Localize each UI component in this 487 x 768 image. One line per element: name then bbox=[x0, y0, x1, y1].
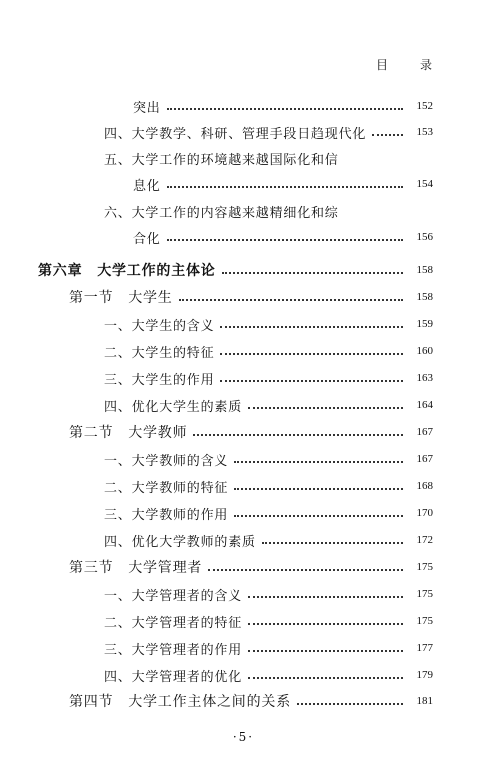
toc-entry-title: 四、优化大学教师的素质 bbox=[104, 534, 256, 550]
toc-entry-title: 第三节 大学管理者 bbox=[69, 560, 203, 576]
leader-dots bbox=[248, 677, 403, 679]
toc-entry-page: 153 bbox=[416, 126, 433, 138]
toc-entry[interactable] bbox=[104, 313, 433, 335]
toc-entry-title: 第一节 大学生 bbox=[69, 290, 173, 306]
leader-dots bbox=[262, 542, 403, 544]
toc-entry[interactable] bbox=[104, 200, 433, 222]
toc-entry-title: 第六章 大学工作的主体论 bbox=[38, 263, 216, 279]
leader-dots bbox=[248, 623, 403, 625]
leader-dots bbox=[234, 515, 403, 517]
leader-dots bbox=[297, 703, 403, 705]
toc-entry-title: 二、大学管理者的特征 bbox=[104, 615, 243, 631]
toc-section-entry[interactable] bbox=[69, 690, 433, 712]
leader-dots bbox=[248, 407, 403, 409]
leader-dots bbox=[167, 186, 403, 188]
toc-entry[interactable] bbox=[104, 529, 433, 551]
toc-entry-page: 152 bbox=[416, 100, 433, 112]
toc-entry[interactable] bbox=[133, 95, 433, 117]
toc-entry-page: 179 bbox=[416, 669, 433, 681]
header-text-right: 录 bbox=[420, 58, 434, 72]
toc-entry-title: 一、大学教师的含义 bbox=[104, 453, 229, 469]
header-text-left: 目 bbox=[376, 58, 390, 72]
toc-entry-page: 158 bbox=[416, 291, 433, 303]
toc-entry-page: 158 bbox=[416, 264, 433, 276]
leader-dots bbox=[193, 434, 403, 436]
toc-entry-page: 177 bbox=[416, 642, 433, 654]
toc-section-entry[interactable] bbox=[69, 556, 433, 578]
toc-section-entry[interactable] bbox=[69, 421, 433, 443]
toc-entry-title: 一、大学管理者的含义 bbox=[104, 588, 243, 604]
leader-dots bbox=[167, 239, 403, 241]
toc-entry-page: 168 bbox=[416, 480, 433, 492]
toc-entry-title: 二、大学生的特征 bbox=[104, 345, 215, 361]
page-number: ·5· bbox=[232, 730, 255, 744]
toc-entry-page: 159 bbox=[416, 318, 433, 330]
toc-entry[interactable] bbox=[104, 367, 433, 389]
leader-dots bbox=[248, 596, 403, 598]
toc-entry[interactable] bbox=[133, 173, 433, 195]
leader-dots bbox=[248, 650, 403, 652]
leader-dots bbox=[208, 569, 403, 571]
toc-entry-page: 163 bbox=[416, 372, 433, 384]
toc-entry-title: 四、大学管理者的优化 bbox=[104, 669, 243, 685]
toc-entry-page: 156 bbox=[416, 231, 433, 243]
toc-entry-page: 160 bbox=[416, 345, 433, 357]
toc-entry-page: 175 bbox=[416, 561, 433, 573]
toc-entry[interactable] bbox=[104, 121, 433, 143]
leader-dots bbox=[220, 353, 403, 355]
toc-entry-page: 175 bbox=[416, 615, 433, 627]
leader-dots bbox=[222, 272, 403, 274]
toc-entry[interactable] bbox=[104, 394, 433, 416]
leader-dots bbox=[372, 134, 403, 136]
leader-dots bbox=[179, 299, 403, 301]
toc-entry[interactable] bbox=[104, 637, 433, 659]
toc-entry-title: 五、大学工作的环境越来越国际化和信 bbox=[104, 152, 339, 168]
toc-entry-page: 170 bbox=[416, 507, 433, 519]
leader-dots bbox=[234, 488, 403, 490]
toc-entry[interactable] bbox=[104, 475, 433, 497]
toc-entry-page: 175 bbox=[416, 588, 433, 600]
toc-entry[interactable] bbox=[104, 448, 433, 470]
toc-entry-page: 181 bbox=[416, 695, 433, 707]
toc-entry-title: 三、大学教师的作用 bbox=[104, 507, 229, 523]
toc-entry[interactable] bbox=[104, 502, 433, 524]
toc-entry-title: 三、大学管理者的作用 bbox=[104, 642, 243, 658]
toc-entry[interactable] bbox=[104, 147, 433, 169]
toc-entry[interactable] bbox=[104, 664, 433, 686]
toc-entry-title: 息化 bbox=[133, 178, 161, 194]
toc-entry-title: 三、大学生的作用 bbox=[104, 372, 215, 388]
toc-entry-title: 合化 bbox=[133, 231, 161, 247]
leader-dots bbox=[167, 108, 403, 110]
toc-entry-title: 二、大学教师的特征 bbox=[104, 480, 229, 496]
toc-entry-page: 167 bbox=[416, 453, 433, 465]
toc-chapter-entry[interactable] bbox=[38, 259, 433, 281]
toc-entry-page: 172 bbox=[416, 534, 433, 546]
toc-entry[interactable] bbox=[104, 340, 433, 362]
toc-section-entry[interactable] bbox=[69, 286, 433, 308]
toc-entry-title: 第四节 大学工作主体之间的关系 bbox=[69, 694, 291, 710]
toc-entry-title: 第二节 大学教师 bbox=[69, 425, 188, 441]
leader-dots bbox=[220, 380, 403, 382]
leader-dots bbox=[234, 461, 403, 463]
toc-entry[interactable] bbox=[104, 610, 433, 632]
leader-dots bbox=[220, 326, 403, 328]
toc-entry-title: 一、大学生的含义 bbox=[104, 318, 215, 334]
toc-entry-title: 六、大学工作的内容越来越精细化和综 bbox=[104, 205, 339, 221]
toc-entry-title: 四、优化大学生的素质 bbox=[104, 399, 243, 415]
toc-entry[interactable] bbox=[133, 226, 433, 248]
toc-entry-title: 四、大学教学、科研、管理手段日趋现代化 bbox=[104, 126, 367, 142]
toc-entry[interactable] bbox=[104, 583, 433, 605]
toc-entry-title: 突出 bbox=[133, 100, 161, 116]
toc-entry-page: 164 bbox=[416, 399, 433, 411]
toc-entry-page: 167 bbox=[416, 426, 433, 438]
toc-entry-page: 154 bbox=[416, 178, 433, 190]
